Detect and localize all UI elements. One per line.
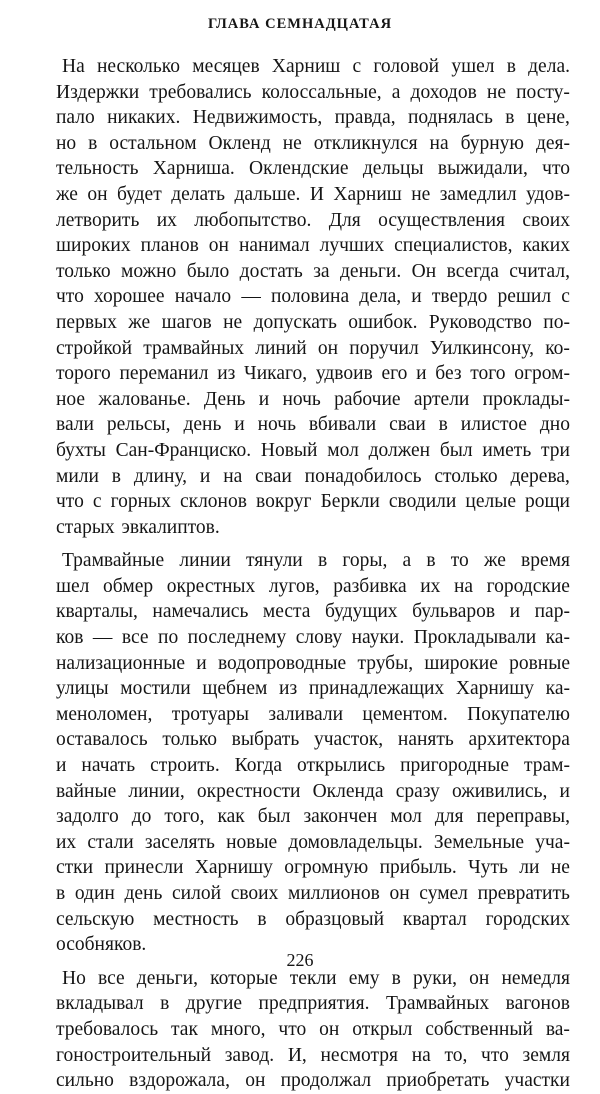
text-line: что хорошее начало — половина дела, и твердо решил с	[56, 286, 570, 308]
text-line: но в остальном Окленд не откликнулся на бурную дея-	[56, 132, 570, 154]
text-line: вкладывал в другие предприятия. Трамвайных вагонов	[56, 993, 570, 1015]
text-line: ков — все по последнему слову науки. Прокладывали ка-	[56, 627, 570, 649]
text-line: торого переманил из Чикаго, удвоив его и без того огром-	[56, 363, 570, 385]
text-line: меноломен, тротуары заливали цементом. Покупателю	[56, 703, 570, 725]
text-line: широких планов он нанимал лучших специалистов, каких	[56, 235, 570, 257]
text-line: что с горных склонов вокруг Беркли сводили целые рощи	[56, 491, 570, 513]
text-line: мили в длину, и на сваи понадобилось столько дерева,	[56, 465, 570, 487]
text-line: и начать строить. Когда открылись пригородные трам-	[56, 755, 570, 777]
text-line: бухты Сан-Франциско. Новый мол должен был иметь три	[56, 439, 570, 461]
text-line: особняков.	[56, 934, 147, 956]
text-line: кварталы, намечались места будущих бульваров и пар-	[56, 601, 570, 623]
paragraph	[56, 548, 570, 958]
text-line: шел обмер окрестных лугов, разбивка их на городские	[56, 575, 570, 597]
text-line: ное жалованье. День и ночь рабочие артели проклады-	[56, 388, 570, 410]
text-line: гоностроительный завод. И, несмотря на то, что земля	[56, 1044, 570, 1066]
page-number: 226	[286, 950, 314, 970]
text-line: На несколько месяцев Харниш с головой ушел в дела.	[62, 56, 570, 77]
text-line: улицы мостили щебнем из принадлежащих Харнишу ка-	[56, 678, 570, 700]
text-line: тельность Харниша. Оклендские дельцы выжидали, что	[56, 158, 570, 180]
body-text	[56, 54, 570, 1094]
running-head: ГЛАВА СЕМНАДЦАТАЯ	[207, 16, 393, 32]
text-line: вали рельсы, день и ночь вбивали сваи в илистое дно	[56, 414, 570, 436]
paragraph	[56, 966, 570, 1094]
text-line: сельскую местность в образцовый квартал городских	[56, 908, 570, 930]
text-line: Издержки требовались колоссальные, а доходов не посту-	[56, 81, 570, 103]
text-line: стройкой трамвайных линий он поручил Уилкинсону, ко-	[56, 337, 570, 359]
text-line: оставалось только выбрать участок, нанять архитектора	[56, 729, 570, 751]
text-line: вайные линии, окрестности Окленда сразу оживились, и	[56, 780, 570, 802]
text-line: требовалось так много, что он открыл собственный ва-	[56, 1018, 570, 1040]
paragraph	[56, 54, 570, 540]
text-line: стки принесли Харнишу огромную прибыль. Чуть ли не	[56, 857, 570, 879]
text-line: в один день силой своих миллионов он сумел превратить	[56, 883, 570, 904]
text-line: пало никаких. Недвижимость, правда, поднялась в цене,	[56, 107, 570, 129]
text-line: летворить их любопытство. Для осуществления своих	[56, 209, 570, 231]
text-line: их стали заселять новые домовладельцы. Земельные уча-	[56, 831, 570, 853]
text-line: только можно было достать за деньги. Он всегда считал,	[56, 260, 570, 282]
text-line: старых эвкалиптов.	[56, 516, 220, 538]
text-line: Но все деньги, которые текли ему в руки, он немедля	[62, 967, 570, 989]
text-line: же он будет делать дальше. И Харниш не замедлил удов-	[56, 183, 570, 205]
text-line: сильно вздорожала, он продолжал приобретать участки	[56, 1070, 570, 1092]
text-line: Трамвайные линии тянули в горы, а в то же время	[62, 550, 570, 572]
text-line: задолго до того, как был закончен мол для переправы,	[56, 806, 570, 828]
text-line: первых же шагов не допускать ошибок. Руководство по-	[56, 311, 570, 333]
text-line: нализационные и водопроводные трубы, широкие ровные	[56, 652, 570, 674]
